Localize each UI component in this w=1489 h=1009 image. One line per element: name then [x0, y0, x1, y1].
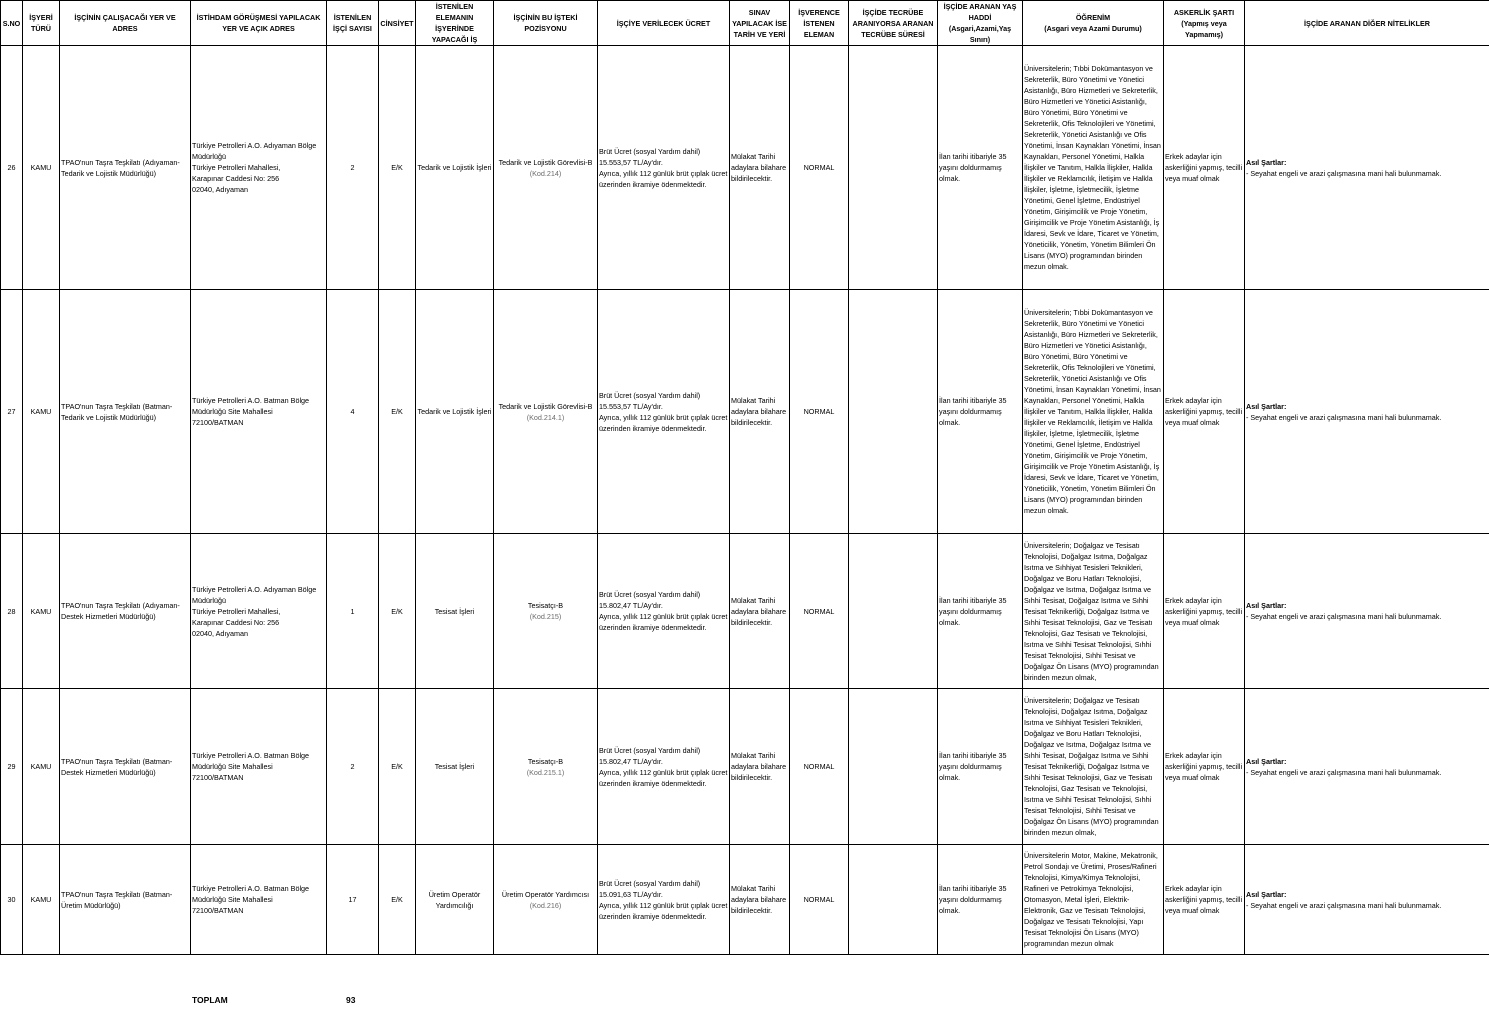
position-code: (Kod.215) [529, 612, 562, 621]
cell-interview: Türkiye Petrolleri A.O. Batman Bölge Müdürlüğü Site Mahallesi 72100/BATMAN [191, 290, 327, 534]
cell-position [494, 534, 598, 689]
cell-workplace: TPAO'nun Taşra Teşkilatı (Batman-Üretim Müdürlüğü) [60, 845, 191, 955]
header-other: İŞÇİDE ARANAN DİĞER NİTELİKLER [1245, 1, 1489, 46]
other-title: Asıl Şartlar: [1246, 889, 1287, 899]
cell-age: İlan tarihi itibariyle 35 yaşını doldurmamış olmak. [938, 689, 1023, 845]
cell-experience [849, 534, 938, 689]
header-sno: S.NO [1, 1, 23, 46]
position-code: (Kod.216) [529, 900, 562, 910]
header-worker-count: İSTENİLEN İŞÇİ SAYISI [327, 1, 379, 46]
cell-education: Üniversitelerin Motor, Makine, Mekatronik, Petrol Sondajı ve Üretimi, Proses/Rafineri Teknolojisi, Kimya/Kimya Teknolojisi, Rafineri ve Petrokimya Teknolojisi, Otomasyon, Metal İşleri, Elektrik-Elektronik, Gaz ve Tesisatı Teknolojisi, Doğalgaz ve Tesisatı Teknolojisi, Yapı Tesisat Teknolojisi Ön Lisans (MYO) programından mezun olmak [1023, 845, 1164, 955]
other-title: Asıl Şartlar: [1246, 157, 1287, 167]
cell-exam: Mülakat Tarihi adaylara bilahare bildirilecektir. [730, 534, 790, 689]
cell-employer: NORMAL [790, 534, 849, 689]
cell-exam: Mülakat Tarihi adaylara bilahare bildirilecektir. [730, 290, 790, 534]
cell-type: KAMU [23, 46, 60, 290]
cell-job: Tesisat İşleri [416, 534, 494, 689]
total-value: 93 [346, 995, 356, 1005]
cell-education: Üniversitelerin; Doğalgaz ve Tesisatı Teknolojisi, Doğalgaz Isıtma, Doğalgaz Isıtma ve Sıhhiyat Tesisleri Teknikleri, Doğalgaz ve Boru Hatları Teknolojisi, Doğalgaz ve Isıtma, Doğalgaz Isıtma ve Sıhhi Tesisat, Doğalgaz Isıtma ve Sıhhi Tesisat Teknikerliği, Doğalgaz Isıtma ve Sıhhi Tesisat Teknolojisi, Gaz ve Tesisatı Teknolojisi, Gaz Tesisatı ve Teknolojisi, Isıtma ve Sıhhi Tesisat Teknolojisi, Sıhhi Tesisat Teknolojisi, Sıhhi Tesisat ve Doğalgaz Ön Lisans (MYO) programından birinden mezun olmak, [1023, 534, 1164, 689]
other-text: - Seyahat engeli ve arazi çalışmasına mani hali bulunmamak. [1246, 412, 1442, 422]
cell-sno: 27 [1, 290, 23, 534]
cell-sno: 30 [1, 845, 23, 955]
cell-age: İlan tarihi itibariyle 35 yaşını doldurmamış olmak. [938, 290, 1023, 534]
cell-sno: 29 [1, 689, 23, 845]
table-row [1, 689, 1489, 845]
cell-employer: NORMAL [790, 290, 849, 534]
cell-education: Üniversitelerin; Doğalgaz ve Tesisatı Teknolojisi, Doğalgaz Isıtma, Doğalgaz Isıtma ve Sıhhiyat Tesisleri Teknikleri, Doğalgaz ve Boru Hatları Teknolojisi, Doğalgaz ve Isıtma, Doğalgaz Isıtma ve Sıhhi Tesisat, Doğalgaz Isıtma ve Sıhhi Tesisat Teknikerliği, Doğalgaz Isıtma ve Sıhhi Tesisat Teknolojisi, Gaz ve Tesisatı Teknolojisi, Gaz Tesisatı ve Teknolojisi, Isıtma ve Sıhhi Tesisat Teknolojisi, Sıhhi Tesisat Teknolojisi, Sıhhi Tesisat ve Doğalgaz Ön Lisans (MYO) programından birinden mezun olmak, [1023, 689, 1164, 845]
header-age: İŞÇİDE ARANAN YAŞ HADDİ (Asgari,Azami,Yaş Sınırı) [938, 1, 1023, 46]
cell-employer: NORMAL [790, 689, 849, 845]
cell-other [1245, 46, 1489, 290]
cell-military: Erkek adaylar için askerliğini yapmış, tecilli veya muaf olmak [1164, 290, 1245, 534]
cell-job: Üretim Operatör Yardımcılığı [416, 845, 494, 955]
position-code: (Kod.214.1) [526, 412, 565, 422]
cell-job: Tesisat İşleri [416, 689, 494, 845]
header-experience: İŞÇİDE TECRÜBE ARANIYORSA ARANAN TECRÜBE SÜRESİ [849, 1, 938, 46]
header-education: ÖĞRENİM (Asgari veya Azami Durumu) [1023, 1, 1164, 46]
cell-position [494, 290, 598, 534]
other-text: - Seyahat engeli ve arazi çalışmasına mani hali bulunmamak. [1246, 168, 1442, 178]
header-row [1, 1, 1489, 46]
cell-type: KAMU [23, 689, 60, 845]
header-military: ASKERLİK ŞARTI (Yapmış veya Yapmamış) [1164, 1, 1245, 46]
cell-interview: Türkiye Petrolleri A.O. Adıyaman Bölge Müdürlüğü Türkiye Petrolleri Mahallesi, Karapınar Caddesi No: 256 02040, Adıyaman [191, 534, 327, 689]
cell-age: İlan tarihi itibariyle 35 yaşını doldurmamış olmak. [938, 46, 1023, 290]
cell-wage: Brüt Ücret (sosyal Yardım dahil) 15.091,63 TL/Ay'dır. Ayrıca, yıllık 112 günlük brüt çıplak ücret üzerinden ikramiye ödenmektedir. [598, 845, 730, 955]
header-job: İSTENİLEN ELEMANIN İŞYERİNDE YAPACAĞI İŞ [416, 1, 494, 46]
cell-sno: 26 [1, 46, 23, 290]
cell-count: 2 [327, 46, 379, 290]
other-title: Asıl Şartlar: [1246, 756, 1287, 766]
header-gender: CİNSİYET [379, 1, 416, 46]
cell-type: KAMU [23, 845, 60, 955]
cell-workplace: TPAO'nun Taşra Teşkilatı (Batman-Destek Hizmetleri Müdürlüğü) [60, 689, 191, 845]
other-title: Asıl Şartlar: [1246, 401, 1287, 411]
cell-job: Tedarik ve Lojistik İşleri [416, 290, 494, 534]
cell-workplace: TPAO'nun Taşra Teşkilatı (Adıyaman-Destek Hizmetleri Müdürlüğü) [60, 534, 191, 689]
cell-employer: NORMAL [790, 845, 849, 955]
cell-gender: E/K [379, 689, 416, 845]
cell-experience [849, 689, 938, 845]
position-title: Tedarik ve Lojistik Görevlisi-B [498, 157, 593, 167]
cell-wage: Brüt Ücret (sosyal Yardım dahil) 15.802,47 TL/Ay'dır. Ayrıca, yıllık 112 günlük brüt çıplak ücret üzerinden ikramiye ödenmektedir. [598, 534, 730, 689]
cell-position [494, 845, 598, 955]
position-title: Tedarik ve Lojistik Görevlisi-B [498, 401, 593, 411]
header-position: İŞÇİNİN BU İŞTEKİ POZİSYONU [494, 1, 598, 46]
cell-gender: E/K [379, 290, 416, 534]
cell-interview: Türkiye Petrolleri A.O. Adıyaman Bölge Müdürlüğü Türkiye Petrolleri Mahallesi, Karapınar Caddesi No: 256 02040, Adıyaman [191, 46, 327, 290]
position-title: Tesisatçı-B [527, 601, 564, 610]
table-row [1, 534, 1489, 689]
cell-count: 17 [327, 845, 379, 955]
cell-exam: Mülakat Tarihi adaylara bilahare bildirilecektir. [730, 845, 790, 955]
other-text: - Seyahat engeli ve arazi çalışmasına mani hali bulunmamak. [1246, 612, 1442, 621]
cell-count: 4 [327, 290, 379, 534]
cell-count: 1 [327, 534, 379, 689]
position-title: Tesisatçı-B [527, 756, 564, 766]
cell-experience [849, 845, 938, 955]
other-text: - Seyahat engeli ve arazi çalışmasına mani hali bulunmamak. [1246, 767, 1442, 777]
cell-other [1245, 534, 1489, 689]
cell-education: Üniversitelerin; Tıbbi Dokümantasyon ve Sekreterlik, Büro Yönetimi ve Yönetici Asistanlığı, Büro Hizmetleri ve Sekreterlik, Büro Hizmetleri ve Yönetici Asistanlığı, Büro Yönetimi, Büro Yönetimi ve Sekreterlik, Ofis Teknolojileri ve Yönetimi, Sekreterlik, Yönetici Asistanlığı ve Ofis Yönetimi, İnsan Kaynakları Yönetimi, İnsan Kaynakları, Personel Yönetimi, Halkla İlişkiler ve Tanıtım, Halkla İlişkiler, Halkla İlişkiler ve Reklamcılık, İletişim ve Halkla İlişkiler, İşletme, İşletmecilik, İşletme Yönetimi, Genel İşletme, Endüstriyel Yönetim, Girişimcilik ve Proje Yönetim, Girişimcilik ve Proje Yönetim Asistanlığı, İş İdaresi, Sevk ve İdare, Ticaret ve Yönetim, Yöneticilik, Yönetim, Yönetim Bilimleri Ön Lisans (MYO) programından birinden mezun olmak. [1023, 46, 1164, 290]
header-employer-choice: İŞVERENCE İSTENEN ELEMAN [790, 1, 849, 46]
table-row [1, 46, 1489, 290]
cell-wage: Brüt Ücret (sosyal Yardım dahil) 15.553,57 TL/Ay'dır. Ayrıca, yıllık 112 günlük brüt çıplak ücret üzerinden ikramiye ödenmektedir. [598, 46, 730, 290]
cell-other [1245, 689, 1489, 845]
cell-wage: Brüt Ücret (sosyal Yardım dahil) 15.802,47 TL/Ay'dır. Ayrıca, yıllık 112 günlük brüt çıplak ücret üzerinden ikramiye ödenmektedir. [598, 689, 730, 845]
table-row [1, 290, 1489, 534]
cell-other [1245, 845, 1489, 955]
cell-job: Tedarik ve Lojistik İşleri [416, 46, 494, 290]
cell-workplace: TPAO'nun Taşra Teşkilatı (Batman-Tedarik ve Lojistik Müdürlüğü) [60, 290, 191, 534]
cell-interview: Türkiye Petrolleri A.O. Batman Bölge Müdürlüğü Site Mahallesi 72100/BATMAN [191, 845, 327, 955]
header-exam: SINAV YAPILACAK İSE TARİH VE YERİ [730, 1, 790, 46]
cell-military: Erkek adaylar için askerliğini yapmış, tecilli veya muaf olmak [1164, 689, 1245, 845]
header-interview-address: İSTİHDAM GÖRÜŞMESİ YAPILACAK YER VE AÇIK ADRES [191, 1, 327, 46]
cell-age: İlan tarihi itibariyle 35 yaşını doldurmamış olmak. [938, 845, 1023, 955]
cell-military: Erkek adaylar için askerliğini yapmış, tecilli veya muaf olmak [1164, 46, 1245, 290]
cell-exam: Mülakat Tarihi adaylara bilahare bildirilecektir. [730, 46, 790, 290]
other-title: Asıl Şartlar: [1246, 601, 1287, 610]
cell-education: Üniversitelerin; Tıbbi Dokümantasyon ve Sekreterlik, Büro Yönetimi ve Yönetici Asistanlığı, Büro Hizmetleri ve Sekreterlik, Büro Hizmetleri ve Yönetici Asistanlığı, Büro Yönetimi, Büro Yönetimi ve Sekreterlik, Ofis Teknolojileri ve Yönetimi, Sekreterlik, Yönetici Asistanlığı ve Ofis Yönetimi, İnsan Kaynakları Yönetimi, İnsan Kaynakları, Personel Yönetimi, Halkla İlişkiler ve Tanıtım, Halkla İlişkiler, Halkla İlişkiler ve Reklamcılık, İletişim ve Halkla İlişkiler, İşletme, İşletmecilik, İşletme Yönetimi, Genel İşletme, Endüstriyel Yönetim, Girişimcilik ve Proje Yönetim, Girişimcilik ve Proje Yönetim Asistanlığı, İş İdaresi, Sevk ve İdare, Ticaret ve Yönetim, Yöneticilik, Yönetim, Yönetim Bilimleri Ön Lisans (MYO) programından birinden mezun olmak. [1023, 290, 1164, 534]
cell-employer: NORMAL [790, 46, 849, 290]
cell-interview: Türkiye Petrolleri A.O. Batman Bölge Müdürlüğü Site Mahallesi 72100/BATMAN [191, 689, 327, 845]
header-wage: İŞÇİYE VERİLECEK ÜCRET [598, 1, 730, 46]
cell-sno: 28 [1, 534, 23, 689]
cell-age: İlan tarihi itibariyle 35 yaşını doldurmamış olmak. [938, 534, 1023, 689]
cell-military: Erkek adaylar için askerliğini yapmış, tecilli veya muaf olmak [1164, 845, 1245, 955]
cell-type: KAMU [23, 534, 60, 689]
cell-position [494, 689, 598, 845]
cell-gender: E/K [379, 534, 416, 689]
cell-experience [849, 46, 938, 290]
cell-gender: E/K [379, 46, 416, 290]
header-workplace-type: İŞYERİ TÜRÜ [23, 1, 60, 46]
header-workplace-address: İŞÇİNİN ÇALIŞACAĞI YER VE ADRES [60, 1, 191, 46]
cell-position [494, 46, 598, 290]
cell-exam: Mülakat Tarihi adaylara bilahare bildirilecektir. [730, 689, 790, 845]
cell-experience [849, 290, 938, 534]
other-text: - Seyahat engeli ve arazi çalışmasına mani hali bulunmamak. [1246, 900, 1442, 910]
cell-gender: E/K [379, 845, 416, 955]
cell-count: 2 [327, 689, 379, 845]
cell-military: Erkek adaylar için askerliğini yapmış, tecilli veya muaf olmak [1164, 534, 1245, 689]
cell-other [1245, 290, 1489, 534]
total-label: TOPLAM [192, 995, 228, 1005]
position-title: Üretim Operatör Yardımcısı [501, 889, 590, 899]
position-code: (Kod.214) [529, 168, 562, 178]
cell-wage: Brüt Ücret (sosyal Yardım dahil) 15.553,57 TL/Ay'dır. Ayrıca, yıllık 112 günlük brüt çıplak ücret üzerinden ikramiye ödenmektedir. [598, 290, 730, 534]
cell-type: KAMU [23, 290, 60, 534]
table-row [1, 845, 1489, 955]
cell-workplace: TPAO'nun Taşra Teşkilatı (Adıyaman-Tedarik ve Lojistik Müdürlüğü) [60, 46, 191, 290]
position-code: (Kod.215.1) [526, 767, 565, 777]
